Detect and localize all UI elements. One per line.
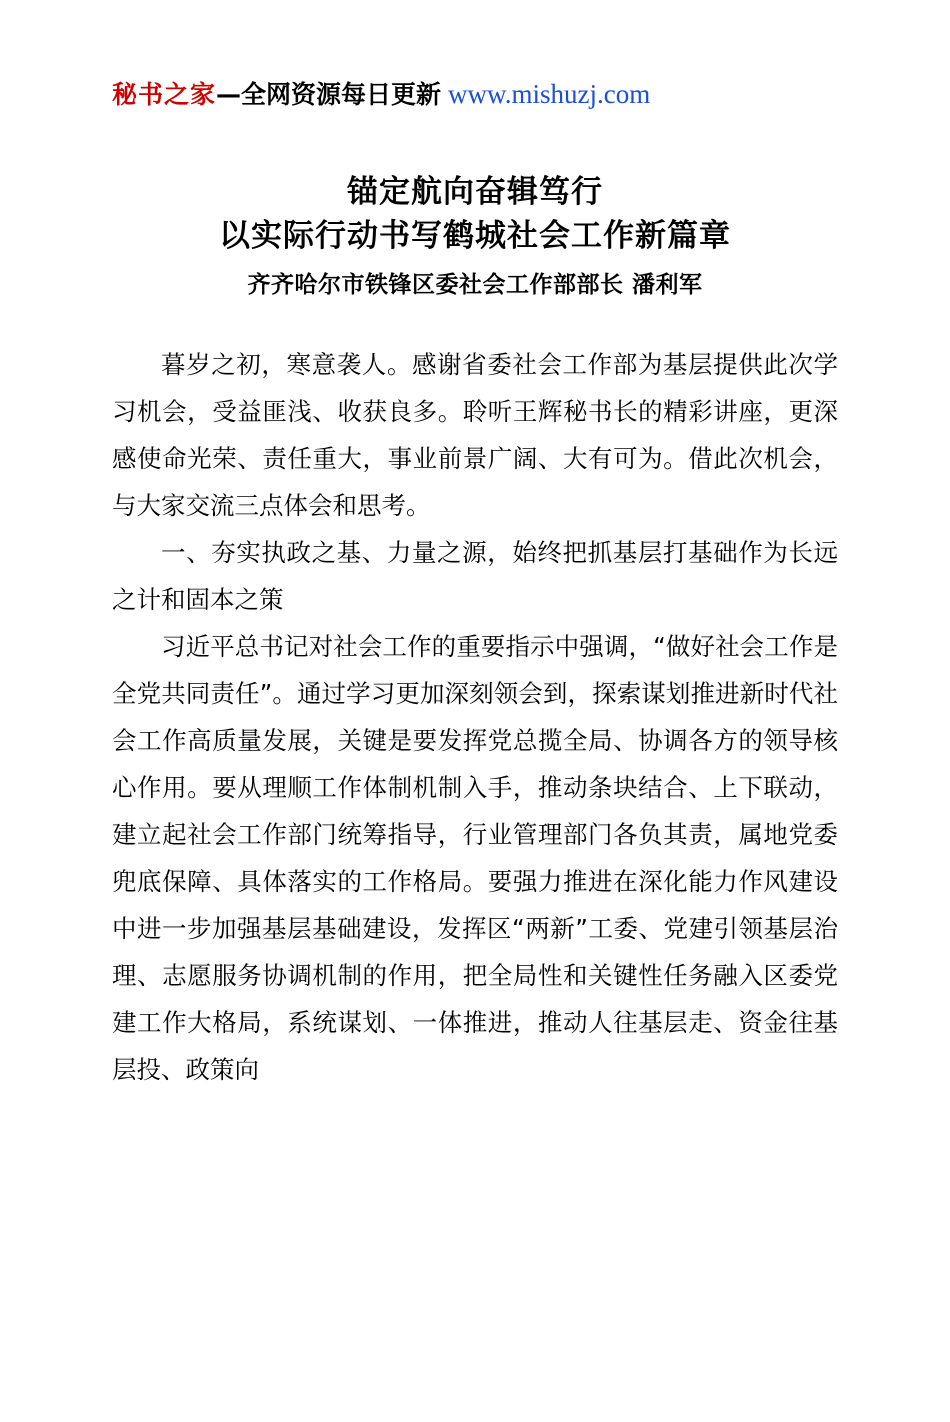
site-url[interactable]: www.mishuzj.com — [447, 79, 651, 109]
document-page — [0, 78, 950, 1422]
paragraph-1: 暮岁之初，寒意袭人。感谢省委社会工作部为基层提供此次学习机会，受益匪浅、收获良多。聆听王辉秘书长的精彩讲座，更深感使命光荣、责任重大，事业前景广阔、大有可为。借此次机会，与大家交流三点体会和思考。 — [112, 350, 838, 521]
page-title-line2: 以实际行动书写鹤城社会工作新篇章 — [219, 218, 731, 255]
page-title-line1: 锚定航向奋辑笃行 — [347, 174, 603, 211]
paragraph-3: 习近平总书记对社会工作的重要指示中强调，“做好社会工作是全党共同责任”。通过学习更加深刻领会到，探索谋划推进新时代社会工作高质量发展，关键是要发挥党总揽全局、协调各方的领导核心作用。要从理顺工作体制机制入手，推动条块结合、上下联动，建立起社会工作部门统筹指导，行业管理部门各负其责，属地党委兜底保障、具体落实的工作格局。要强力推进在深化能力作风建设中进一步加强基层基础建设，发挥区“两新”工委、党建引领基层治理、志愿服务协调机制的作用，把全局性和关键性任务融入区委党建工作大格局，系统谋划、一体推进，推动人往基层走、资金往基层投、政策向 — [112, 632, 838, 1085]
site-tagline: —全网资源每日更新 — [216, 80, 442, 109]
document-body — [112, 341, 838, 1093]
title-block — [112, 170, 838, 299]
site-banner — [112, 78, 838, 110]
page-subtitle: 齐齐哈尔市铁锋区委社会工作部部长 潘利军 — [247, 272, 703, 299]
site-brand: 秘书之家 — [112, 80, 217, 109]
paragraph-2: 一、夯实执政之基、力量之源，始终把抓基层打基础作为长远之计和固本之策 — [112, 538, 838, 615]
